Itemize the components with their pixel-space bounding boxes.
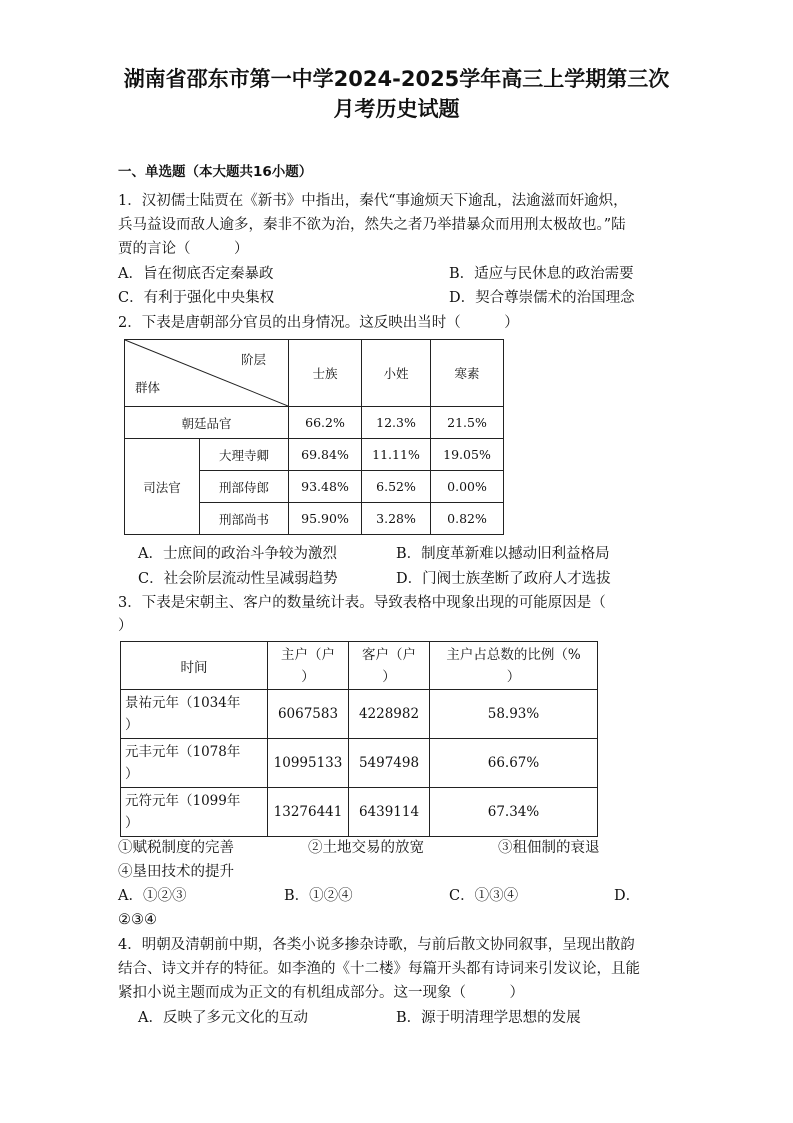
q4-line1: 4．明朝及清朝前中期，各类小说多掺杂诗歌，与前后散文协同叙事，呈现出散韵 [118,937,635,953]
q3-cell-ratio: 66.67% [430,739,598,788]
q2-option-d: D．门阀士族垄断了政府人才选拔 [396,571,611,587]
q3-stem-line2: ） [118,618,133,634]
document-title-line1: 湖南省邵东市第一中学2024-2025学年高三上学期第三次 [123,67,670,91]
q3-header-ratio: 主户占总数的比例（% ） [430,642,598,690]
q2-group-label: 司法官 [125,439,200,535]
q2-col-header: 士族 [289,340,362,407]
q2-table-diagonal-header [125,340,289,407]
q1-option-c: C．有利于强化中央集权 [118,290,275,306]
q2-row-label: 朝廷品官 [125,407,289,439]
q2-cell: 0.82% [431,503,504,535]
q2-cell: 93.48% [289,471,362,503]
q3-option-c: C．①③④ [449,888,519,904]
q2-option-b: B．制度革新难以撼动旧利益格局 [396,546,610,562]
q2-option-c: C．社会阶层流动性呈减弱趋势 [138,571,338,587]
q2-col-header: 小姓 [362,340,431,407]
q3-header-time: 时间 [121,642,268,690]
q2-option-a: A．士庶间的政治斗争较为激烈 [138,546,337,562]
q3-row-time: 景祐元年（1034年 ） [121,690,268,739]
q4-line2: 结合、诗文并存的特征。如李渔的《十二楼》每篇开头都有诗词来引发议论，且能 [118,961,640,977]
q2-table [124,339,504,535]
q1-line3: 贾的言论（ ） [118,241,249,257]
q2-cell: 0.00% [431,471,504,503]
q3-cell-host: 6067583 [268,690,349,739]
q3-header-guest: 客户（户 ） [349,642,430,690]
q3-stem-line1: 3．下表是宋朝主、客户的数量统计表。导致表格中现象出现的可能原因是（ [118,595,606,611]
q3-option-d: D． [614,888,641,904]
q3-cell-ratio: 58.93% [430,690,598,739]
q3-option-a: A．①②③ [118,888,187,904]
q1-line2: 兵马益设而敌人逾多，秦非不欲为治，然失之者乃举措暴众而用刑太极故也。”陆 [118,217,626,233]
q2-cell: 21.5% [431,407,504,439]
q3-cell-guest: 4228982 [349,690,430,739]
q2-cell: 19.05% [431,439,504,471]
q3-cell-host: 10995133 [268,739,349,788]
q1-option-d: D．契合尊崇儒术的治国理念 [449,290,635,306]
q3-item-2: ②土地交易的放宽 [308,840,424,856]
q2-row-label: 刑部侍郎 [200,471,289,503]
q4-option-b: B．源于明清理学思想的发展 [396,1010,581,1026]
q3-cell-ratio: 67.34% [430,788,598,837]
q2-col-header: 寒素 [431,340,504,407]
q3-item-4: ④垦田技术的提升 [118,864,234,880]
q2-header-bottom: 群体 [135,380,161,395]
q2-row-label: 刑部尚书 [200,503,289,535]
q2-cell: 6.52% [362,471,431,503]
q3-cell-guest: 6439114 [349,788,430,837]
q3-cell-host: 13276441 [268,788,349,837]
section-heading: 一、单选题（本大题共16小题） [118,164,313,180]
q2-cell: 11.11% [362,439,431,471]
q2-cell: 69.84% [289,439,362,471]
q1-option-a: A．旨在彻底否定秦暴政 [118,266,274,282]
q4-option-a: A．反映了多元文化的互动 [138,1010,308,1026]
q2-header-top: 阶层 [240,352,266,367]
q2-cell: 95.90% [289,503,362,535]
q2-row-label: 大理寺卿 [200,439,289,471]
q3-table [120,641,598,837]
q2-cell: 66.2% [289,407,362,439]
q3-option-b: B．①②④ [284,888,353,904]
q3-row-time: 元符元年（1099年 ） [121,788,268,837]
q1-line1: 1．汉初儒士陆贾在《新书》中指出，秦代“事逾烦天下逾乱，法逾滋而奸逾炽， [118,193,628,209]
q3-option-d-text: ②③④ [118,912,157,928]
q3-item-1: ①赋税制度的完善 [118,840,234,856]
q3-item-3: ③租佃制的衰退 [498,840,600,856]
document-title-line2: 月考历史试题 [333,97,460,121]
q3-row-time: 元丰元年（1078年 ） [121,739,268,788]
q3-cell-guest: 5497498 [349,739,430,788]
q2-cell: 12.3% [362,407,431,439]
q1-option-b: B．适应与民休息的政治需要 [449,266,634,282]
q2-cell: 3.28% [362,503,431,535]
q4-line3: 紧扣小说主题而成为正文的有机组成部分。这一现象（ ） [118,985,524,1001]
q2-stem: 2．下表是唐朝部分官员的出身情况。这反映出当时（ ） [118,315,519,331]
q3-header-host: 主户（户 ） [268,642,349,690]
